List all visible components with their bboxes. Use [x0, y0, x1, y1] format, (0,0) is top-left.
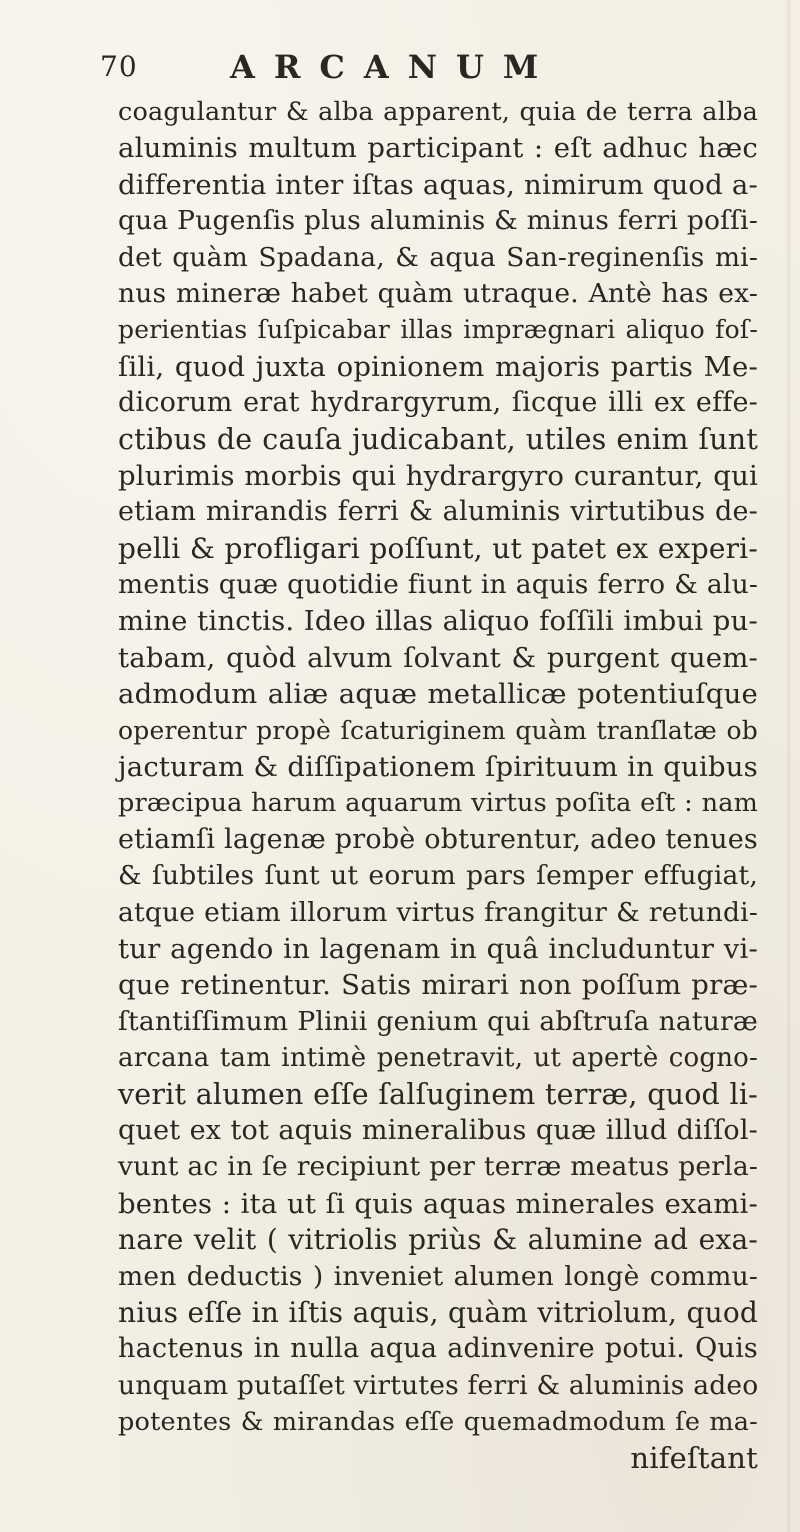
running-title: ARCANUM: [230, 48, 558, 86]
text-line: coagulantur & alba apparent, quia de terra alba: [118, 97, 758, 127]
text-line: vunt ac in ſe recipiunt per terræ meatus perla-: [118, 1151, 758, 1183]
text-line: perientias ſuſpicabar illas imprægnari aliquo foſ-: [118, 315, 758, 345]
page-edge-shadow: [786, 0, 790, 1532]
catchword: nifeſtant: [630, 1441, 758, 1476]
text-line: det quàm Spadana, & aqua San-reginenſis mi-: [118, 241, 758, 273]
text-line: arcana tam intimè penetravit, ut apertè cogno-: [118, 1043, 758, 1074]
text-line: mine tinctis. Ideo illas aliquo foſſili imbui pu-: [118, 605, 758, 638]
text-line: que retinentur. Satis mirari non poſſum præ-: [118, 969, 758, 1002]
body-text: [118, 94, 758, 1477]
text-line: quet ex tot aquis mineralibus quæ illud diſſol-: [118, 1114, 758, 1146]
text-line: nare velit ( vitriolis priùs & alumine ad exa-: [118, 1223, 758, 1257]
text-line: differentia inter iſtas aquas, nimirum quod a-: [118, 168, 758, 201]
text-line: aluminis multum participant : eſt adhuc hæc: [118, 132, 758, 165]
text-line: ctibus de cauſa judicabant, utiles enim ſunt: [118, 422, 758, 456]
text-line: præcipua harum aquarum virtus poſita eſt : nam: [118, 788, 758, 819]
text-line: ſili, quod juxta opinionem majoris partis Me-: [118, 350, 758, 383]
text-line: bentes : ita ut ſi quis aquas minerales exami-: [118, 1187, 758, 1220]
text-line: & ſubtiles ſunt ut eorum pars ſemper effugiat,: [118, 860, 758, 892]
text-line: admodum aliæ aquæ metallicæ potentiuſque: [118, 678, 758, 711]
text-line: atque etiam illorum virtus frangitur & retundi-: [118, 896, 758, 928]
text-line: ſtantiſſimum Plinii genium qui abſtruſa naturæ: [118, 1005, 758, 1037]
page-header: [100, 44, 730, 94]
text-line: qua Pugenſis plus aluminis & minus ferri poſſi-: [118, 205, 758, 237]
text-line: jacturam & diſſipationem ſpirituum in quibus: [118, 751, 758, 784]
text-line: mentis quæ quotidie fiunt in aquis ferro & alu-: [118, 569, 758, 601]
text-line: potentes & mirandas eſſe quemadmodum ſe ma-: [118, 1407, 758, 1438]
text-line: men deductis ) inveniet alumen longè commu-: [118, 1260, 758, 1292]
text-line: etiamſi lagenæ probè obturentur, adeo tenues: [118, 823, 758, 855]
text-line: tur agendo in lagenam in quâ includuntur vi-: [118, 932, 758, 965]
text-line: tabam, quòd alvum ſolvant & purgent quem-: [118, 641, 758, 674]
text-line: etiam mirandis ferri & aluminis virtutibus de-: [118, 496, 758, 528]
text-line: unquam putaſſet virtutes ferri & aluminis adeo: [118, 1369, 759, 1401]
text-line: hactenus in nulla aqua adinvenire potui. Quis: [118, 1333, 758, 1365]
text-line: nus mineræ habet quàm utraque. Antè has ex-: [118, 277, 758, 309]
text-line: nius eſſe in iſtis aquis, quàm vitriolum, quod: [118, 1295, 758, 1329]
page-number: 70: [100, 50, 138, 83]
text-line: verit alumen eſſe ſalſuginem terræ, quod li-: [118, 1077, 758, 1111]
text-line: pelli & profligari poſſunt, ut patet ex experi-: [118, 531, 758, 565]
text-line: plurimis morbis qui hydrargyro curantur, qui: [118, 459, 758, 492]
text-line: dicorum erat hydrargyrum, ſicque illi ex effe-: [118, 387, 758, 419]
text-line: operentur propè ſcaturiginem quàm tranſlatæ ob: [118, 715, 758, 745]
